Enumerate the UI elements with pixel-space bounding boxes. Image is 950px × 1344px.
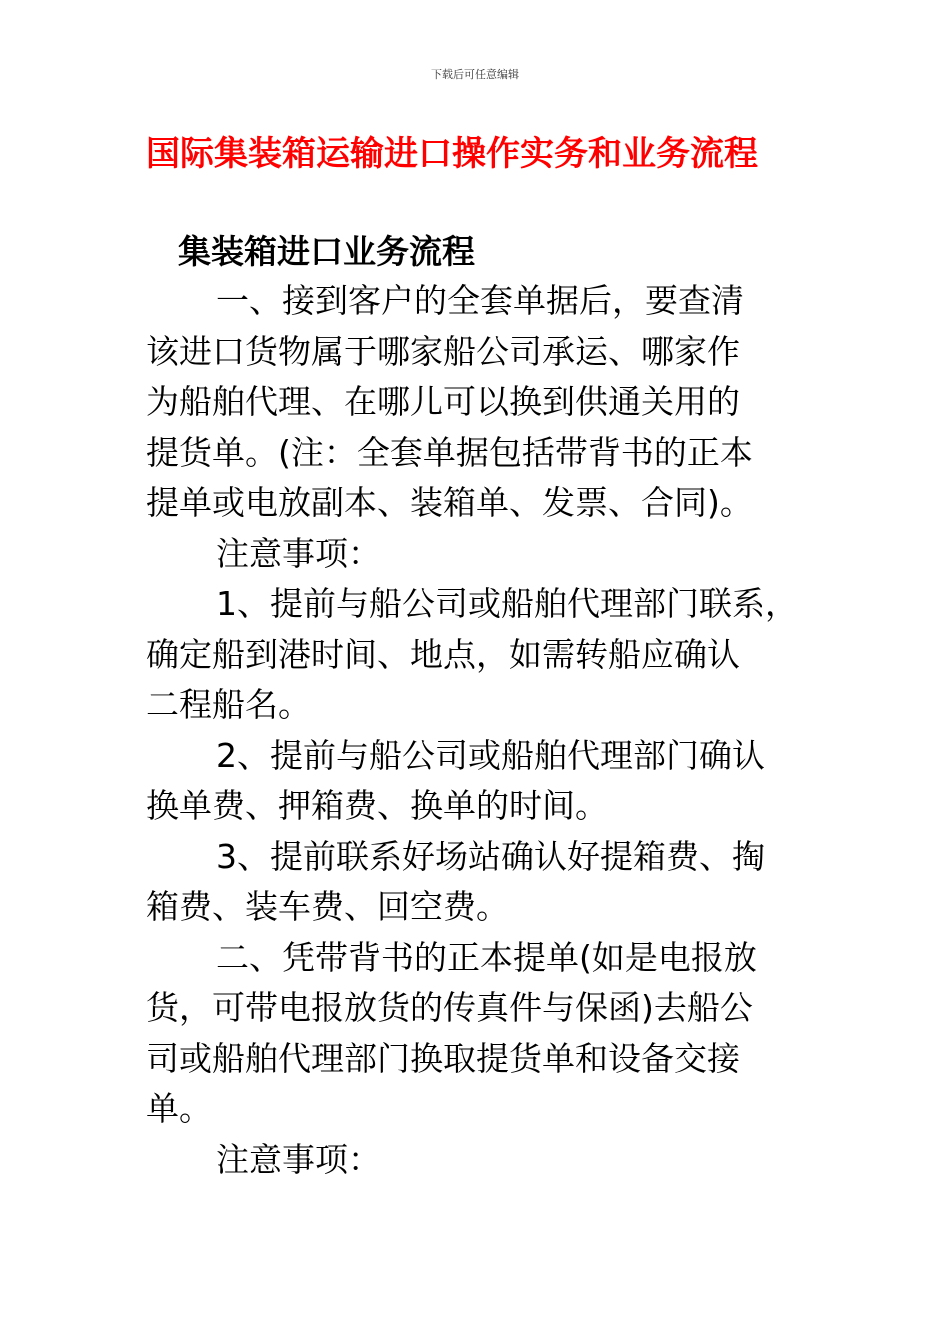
paragraph-line: 3、提前联系好场站确认好提箱费、掏 [216, 836, 765, 876]
paragraph-line: 注意事项： [216, 533, 381, 573]
paragraph-1 [146, 276, 806, 529]
section-heading: 集装箱进口业务流程 [178, 232, 475, 271]
paragraph-line: 该进口货物属于哪家船公司承运、哪家作 [146, 331, 740, 371]
paragraph-2 [146, 933, 806, 1135]
paragraph-line: 1、提前与船公司或船舶代理部门联系， [216, 584, 798, 623]
note-item-2 [146, 731, 806, 832]
paragraph-line: 提货单。(注：全套单据包括带背书的正本 [146, 432, 753, 472]
paragraph-line: 二、凭带背书的正本提单(如是电报放 [216, 937, 757, 977]
paragraph-line: 箱费、装车费、回空费。 [146, 887, 509, 926]
paragraph-line: 2、提前与船公司或船舶代理部门确认 [216, 735, 765, 775]
paragraph-line: 为船舶代理、在哪儿可以换到供通关用的 [146, 382, 740, 421]
notes-heading [146, 529, 806, 580]
paragraph-line: 注意事项： [216, 1139, 381, 1179]
document-title: 国际集装箱运输进口操作实务和业务流程 [146, 134, 758, 174]
paragraph-line: 提单或电放副本、装箱单、发票、合同)。 [146, 483, 753, 522]
notes-heading [146, 1135, 806, 1186]
document-body [146, 276, 806, 1185]
paragraph-line: 确定船到港时间、地点，如需转船应确认 [146, 634, 740, 674]
paragraph-line: 一、接到客户的全套单据后，要查清 [216, 281, 744, 320]
note-item-3 [146, 832, 806, 933]
note-item-1 [146, 579, 806, 731]
paragraph-line: 换单费、押箱费、换单的时间。 [146, 786, 608, 825]
paragraph-line: 二程船名。 [146, 685, 311, 724]
paragraph-line: 单。 [146, 1089, 212, 1128]
page-header-note: 下载后可任意编辑 [431, 68, 519, 81]
paragraph-line: 货，可带电报放货的传真件与保函)去船公 [146, 988, 753, 1027]
paragraph-line: 司或船舶代理部门换取提货单和设备交接 [146, 1038, 740, 1078]
